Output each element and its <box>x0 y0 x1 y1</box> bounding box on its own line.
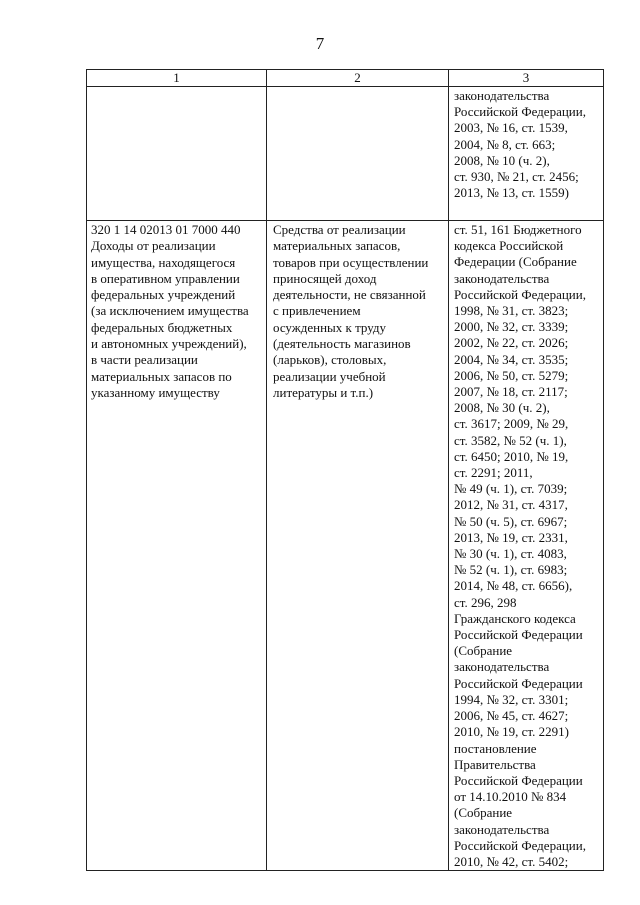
column-header-2: 2 <box>267 70 449 87</box>
text-line: осужденных к труду <box>273 319 387 335</box>
text-line: Доходы от реализации <box>91 238 216 254</box>
text-line: в оперативном управлении <box>91 270 240 286</box>
cell-description <box>267 87 449 221</box>
text-line: Российской Федерации <box>454 675 583 691</box>
text-line: материальных запасов, <box>273 238 401 254</box>
cell-code-and-name <box>87 87 267 221</box>
text-line: кодекса Российской <box>454 238 564 254</box>
text-line: 2004, № 34, ст. 3535; <box>454 351 569 367</box>
text-line: реализации учебной <box>273 368 386 384</box>
text-line: ст. 51, 161 Бюджетного <box>454 222 582 237</box>
text-line: 2014, № 48, ст. 6656), <box>454 578 573 594</box>
text-line: законодательства <box>454 821 550 837</box>
text-line: 2008, № 10 (ч. 2), <box>454 152 550 168</box>
text-line: Российской Федерации, <box>454 286 586 302</box>
text-line: Федерации (Собрание <box>454 254 577 270</box>
cell-code-and-name <box>87 221 267 871</box>
cell-lines <box>87 221 266 401</box>
text-line: указанному имуществу <box>91 384 220 400</box>
text-line: 2010, № 19, ст. 2291) <box>454 724 569 740</box>
text-line: 2004, № 8, ст. 663; <box>454 136 556 152</box>
text-line: деятельности, не связанной <box>273 287 426 303</box>
text-line: № 52 (ч. 1), ст. 6983; <box>454 562 568 578</box>
text-line: 2002, № 22, ст. 2026; <box>454 335 569 351</box>
cell-lines <box>87 87 266 88</box>
text-line: и автономных учреждений), <box>91 336 247 352</box>
text-line: 2000, № 32, ст. 3339; <box>454 319 569 335</box>
text-line: 320 1 14 02013 01 7000 440 <box>91 222 241 237</box>
text-line: 2010, № 42, ст. 5402; <box>454 853 569 869</box>
text-line: в части реализации <box>91 352 198 368</box>
text-line: законодательства <box>454 88 550 103</box>
table-header-row <box>87 70 604 87</box>
cell-lines <box>267 221 448 401</box>
text-line: федеральных бюджетных <box>91 319 233 335</box>
cell-legal-basis <box>449 221 604 871</box>
cell-legal-basis <box>449 87 604 221</box>
cell-lines <box>267 87 448 88</box>
text-line: 2008, № 30 (ч. 2), <box>454 400 550 416</box>
text-line: ст. 930, № 21, ст. 2456; <box>454 169 579 185</box>
text-line: 2006, № 50, ст. 5279; <box>454 367 569 383</box>
text-line: Российской Федерации <box>454 627 583 643</box>
text-line: имущества, находящегося <box>91 254 236 270</box>
cell-lines <box>449 221 603 870</box>
text-line: Российской Федерации, <box>454 104 586 120</box>
text-line: постановление <box>454 740 537 756</box>
column-header-3: 3 <box>449 70 604 87</box>
text-line: товаров при осуществлении <box>273 254 429 270</box>
text-line: № 50 (ч. 5), ст. 6967; <box>454 513 568 529</box>
text-line: 2006, № 45, ст. 4627; <box>454 708 569 724</box>
text-line: ст. 3582, № 52 (ч. 1), <box>454 432 567 448</box>
text-line: (деятельность магазинов <box>273 336 411 352</box>
table-row-continuation <box>87 87 604 221</box>
text-line: 2012, № 31, ст. 4317, <box>454 497 568 513</box>
text-line: ст. 296, 298 <box>454 594 517 610</box>
text-line: материальных запасов по <box>91 368 232 384</box>
text-line: федеральных учреждений <box>91 287 236 303</box>
cell-lines <box>449 87 603 201</box>
text-line: ст. 3617; 2009, № 29, <box>454 416 569 432</box>
cell-description <box>267 221 449 871</box>
text-line: № 49 (ч. 1), ст. 7039; <box>454 481 568 497</box>
text-line: Средства от реализации <box>273 222 406 237</box>
text-line: Гражданского кодекса <box>454 610 576 626</box>
text-line: 2003, № 16, ст. 1539, <box>454 120 568 136</box>
text-line: ст. 6450; 2010, № 19, <box>454 448 569 464</box>
text-line: (Собрание <box>454 805 513 821</box>
text-line: литературы и т.п.) <box>273 384 374 400</box>
text-line: Российской Федерации <box>454 772 583 788</box>
text-line: приносящей доход <box>273 270 377 286</box>
table-row-income-code <box>87 221 604 871</box>
text-line: 2013, № 13, ст. 1559) <box>454 185 569 201</box>
column-header-1: 1 <box>87 70 267 87</box>
text-line: 2013, № 19, ст. 2331, <box>454 529 568 545</box>
document-table <box>86 69 604 871</box>
text-line: Правительства <box>454 756 536 772</box>
text-line: Российской Федерации, <box>454 837 586 853</box>
text-line: законодательства <box>454 270 550 286</box>
text-line: № 30 (ч. 1), ст. 4083, <box>454 546 567 562</box>
text-line: (за исключением имущества <box>91 303 249 319</box>
text-line: ст. 2291; 2011, <box>454 465 533 481</box>
text-line: законодательства <box>454 659 550 675</box>
text-line: 1994, № 32, ст. 3301; <box>454 691 569 707</box>
text-line: от 14.10.2010 № 834 <box>454 789 567 805</box>
text-line: (Собрание <box>454 643 513 659</box>
page-number: 7 <box>315 34 325 53</box>
text-line: 1998, № 31, ст. 3823; <box>454 303 569 319</box>
text-line: 2007, № 18, ст. 2117; <box>454 384 568 400</box>
text-line: с привлечением <box>273 303 361 319</box>
text-line: (ларьков), столовых, <box>273 352 387 368</box>
